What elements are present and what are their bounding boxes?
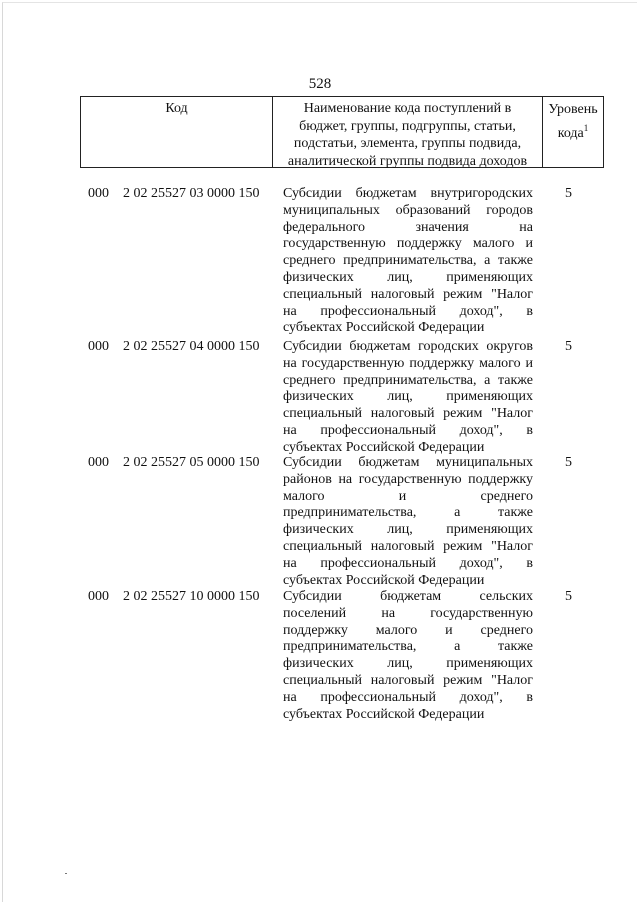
revenue-name-line: малого и среднего xyxy=(283,488,533,504)
admin-code: 000 xyxy=(88,589,109,604)
header-level-label: Уровень xyxy=(548,102,598,117)
revenue-name-line: физических лиц, применяющих xyxy=(283,269,533,285)
code-level: 5 xyxy=(565,455,572,470)
revenue-name-line: на профессиональный доход", в xyxy=(283,303,533,319)
revenue-code: 2 02 25527 03 0000 150 xyxy=(123,186,260,201)
header-name: Наименование кода поступлений в бюджет, группы, подгруппы, статьи, подстатьи, элемента, группы подвида, аналитической группы подвида доходов xyxy=(273,97,543,167)
revenue-name-line: федерального значения на xyxy=(283,219,533,235)
revenue-name-line: физических лиц, применяющих xyxy=(283,522,533,538)
revenue-name xyxy=(283,455,533,589)
admin-code: 000 xyxy=(88,339,109,354)
revenue-name-line: поддержку малого и среднего xyxy=(283,622,533,638)
revenue-name-line: районов на государственную поддержку xyxy=(283,471,533,487)
revenue-name-line: специальный налоговый режим "Налог xyxy=(283,538,533,554)
code-level: 5 xyxy=(565,589,572,604)
revenue-name-line: муниципальных образований городов xyxy=(283,202,533,218)
revenue-name-line: среднего предпринимательства, а также xyxy=(283,253,533,269)
revenue-code: 2 02 25527 04 0000 150 xyxy=(123,339,260,354)
header-level-label-2: кода xyxy=(557,126,584,141)
revenue-name-line: Субсидии бюджетам внутригородских xyxy=(283,186,533,201)
revenue-name-line: среднего предпринимательства, а также xyxy=(283,372,533,388)
admin-code: 000 xyxy=(88,455,109,470)
revenue-name-line: субъектах Российской Федерации xyxy=(283,439,485,455)
revenue-name-line: субъектах Российской Федерации xyxy=(283,320,485,336)
admin-code: 000 xyxy=(88,186,109,201)
revenue-name-line: на государственную поддержку малого и xyxy=(283,355,533,371)
revenue-name-line: Субсидии бюджетам городских округов xyxy=(283,339,533,354)
revenue-name-line: предпринимательства, а также xyxy=(283,505,533,521)
revenue-name-line: государственную поддержку малого и xyxy=(283,236,533,252)
revenue-name-line: на профессиональный доход", в xyxy=(283,422,533,438)
page-number: 528 xyxy=(308,76,332,92)
revenue-name-line: субъектах Российской Федерации xyxy=(283,706,485,722)
revenue-name-line: на профессиональный доход", в xyxy=(283,555,533,571)
revenue-name-line: Субсидии бюджетам сельских xyxy=(283,589,533,604)
code-level: 5 xyxy=(565,339,572,354)
revenue-name-line: субъектах Российской Федерации xyxy=(283,572,485,588)
header-level-footnote: 1 xyxy=(583,123,589,133)
revenue-name-line: на профессиональный доход", в xyxy=(283,689,533,705)
code-level: 5 xyxy=(565,186,572,201)
scan-speck xyxy=(65,873,67,874)
header-level xyxy=(543,97,603,167)
revenue-name xyxy=(283,186,533,337)
revenue-name-line: физических лиц, применяющих xyxy=(283,656,533,672)
revenue-code: 2 02 25527 10 0000 150 xyxy=(123,589,260,604)
revenue-name-line: Субсидии бюджетам муниципальных xyxy=(283,455,533,470)
revenue-name xyxy=(283,339,533,457)
revenue-name-line: поселений на государственную xyxy=(283,605,533,621)
revenue-name-line: специальный налоговый режим "Налог xyxy=(283,672,533,688)
revenue-name-line: специальный налоговый режим "Налог xyxy=(283,406,533,422)
revenue-code: 2 02 25527 05 0000 150 xyxy=(123,455,260,470)
revenue-name xyxy=(283,589,533,723)
revenue-name-line: физических лиц, применяющих xyxy=(283,389,533,405)
header-code: Код xyxy=(81,97,273,167)
revenue-name-line: специальный налоговый режим "Налог xyxy=(283,286,533,302)
table-header xyxy=(80,96,604,168)
revenue-name-line: предпринимательства, а также xyxy=(283,639,533,655)
